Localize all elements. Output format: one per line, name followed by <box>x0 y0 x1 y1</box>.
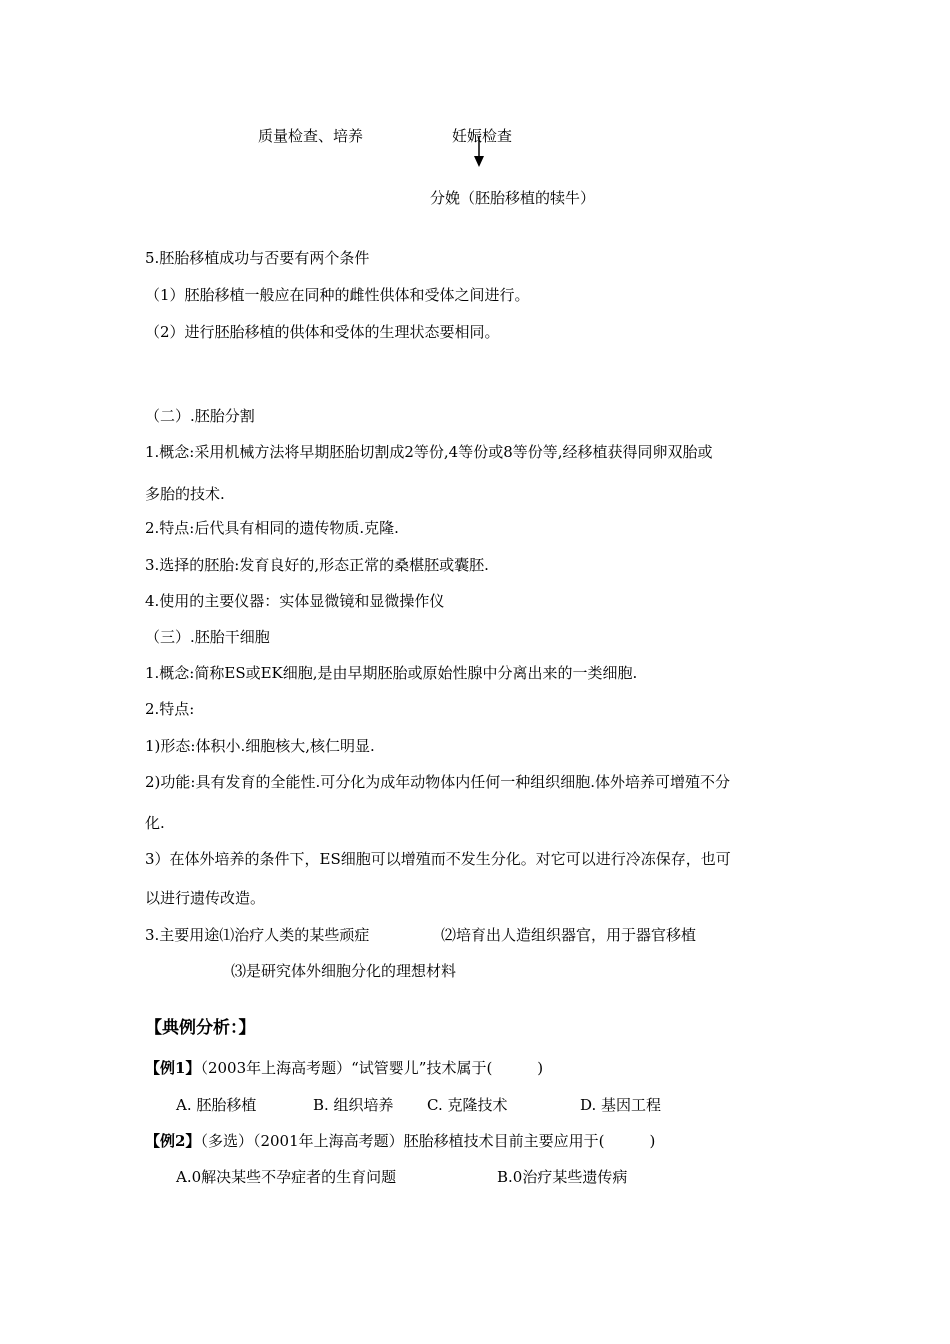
example-2 <box>145 1131 655 1151</box>
text-line: 1.概念:采用机械方法将早期胚胎切割成2等份,4等份或8等份等,经移植获得同卵双胎或 <box>145 443 713 461</box>
example-1-option-b: B. 组织培养 <box>313 1096 394 1114</box>
text-line: 2)功能:具有发育的全能性.可分化为成年动物体内任何一种组织细胞.体外培养可增殖不分 <box>145 773 730 791</box>
text-line: 3.选择的胚胎:发育良好的,形态正常的桑椹胚或囊胚. <box>145 556 489 574</box>
text-line: 1)形态:体积小.细胞核大,核仁明显. <box>145 737 375 755</box>
text-line: 3）在体外培养的条件下，ES细胞可以增殖而不发生分化。对它可以进行冷冻保存，也可 <box>145 850 731 868</box>
text-line: ⑶是研究体外细胞分化的理想材料 <box>231 962 457 980</box>
text-line: 3.主要用途⑴治疗人类的某些顽症 <box>145 926 370 944</box>
text-line: 1.概念:简称ES或EK细胞,是由早期胚胎或原始性腺中分离出来的一类细胞. <box>145 664 638 682</box>
text-line: （2）进行胚胎移植的供体和受体的生理状态要相同。 <box>145 323 500 341</box>
flow-delivery: 分娩（胚胎移植的犊牛） <box>430 189 596 207</box>
example-1-text: （2003年上海高考题）“试管婴儿”技术属于( ) <box>200 1059 544 1077</box>
text-line: （1）胚胎移植一般应在同种的雌性供体和受体之间进行。 <box>145 286 530 304</box>
example-1-option-a: A. 胚胎移植 <box>176 1096 257 1114</box>
example-2-option-a: A.0解决某些不孕症者的生育问题 <box>176 1168 397 1186</box>
example-1 <box>145 1058 543 1078</box>
flow-quality-check: 质量检查、培养 <box>258 127 364 145</box>
text-line: 2.特点: <box>145 700 195 718</box>
text-line: 4.使用的主要仪器：实体显微镜和显微操作仪 <box>145 592 445 610</box>
text-line: ⑵培育出人造组织器官，用于器官移植 <box>441 926 697 944</box>
section-heading: （二）.胚胎分割 <box>145 407 255 425</box>
example-1-option-c: C. 克隆技术 <box>427 1096 508 1114</box>
flow-pregnancy-check: 妊娠检查 <box>452 127 513 145</box>
text-line: 5.胚胎移植成功与否要有两个条件 <box>145 249 370 267</box>
flow-down-arrow-icon <box>472 136 486 168</box>
example-2-text: （多选）（2001年上海高考题）胚胎移植技术目前主要应用于( ) <box>200 1132 656 1150</box>
text-line: 多胎的技术. <box>145 485 225 503</box>
text-line: 以进行遗传改造。 <box>145 889 266 907</box>
examples-heading: 【典例分析：】 <box>145 1018 256 1038</box>
example-2-option-b: B.0治疗某些遗传病 <box>497 1168 628 1186</box>
text-line: 化. <box>145 814 165 832</box>
section-heading: （三）.胚胎干细胞 <box>145 628 270 646</box>
example-1-option-d: D. 基因工程 <box>580 1096 662 1114</box>
text-line: 2.特点:后代具有相同的遗传物质.克隆. <box>145 519 399 537</box>
example-2-tag: 【例2】 <box>145 1132 201 1150</box>
example-1-tag: 【例1】 <box>145 1059 201 1077</box>
